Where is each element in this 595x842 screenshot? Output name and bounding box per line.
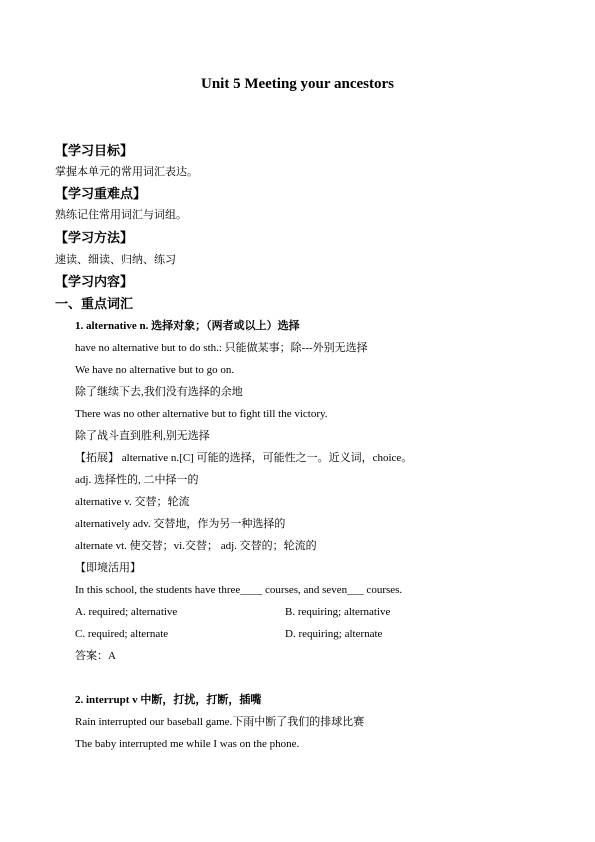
- practice-question: In this school, the students have three____ courses, and seven___ courses.: [75, 584, 403, 596]
- vocab-line: We have no alternative but to go on.: [75, 364, 235, 376]
- section-heading-methods: 【学习方法】: [55, 230, 134, 245]
- vocab-item-interrupt-heading: 2. interrupt v 中断，打扰，打断，插嘴: [75, 694, 262, 706]
- vocab-extension: 【拓展】 alternative n.[C] 可能的选择，可能性之一。近义词，choice。: [75, 452, 413, 464]
- section-heading-content: 【学习内容】: [55, 274, 134, 289]
- vocab-line: There was no other alternative but to fight till the victory.: [75, 408, 328, 420]
- option-b: B. requiring; alternative: [285, 606, 391, 618]
- part-heading-vocabulary: 一、重点词汇: [55, 296, 134, 311]
- vocab-line: Rain interrupted our baseball game.下雨中断了我们的排球比赛: [75, 716, 365, 728]
- vocab-line: The baby interrupted me while I was on the phone.: [75, 738, 300, 750]
- vocab-item-alternative-heading: 1. alternative n. 选择对象；（两者或以上）选择: [75, 320, 300, 332]
- methods-text: 速读、细读、归纳、练习: [55, 254, 176, 266]
- page-title: Unit 5 Meeting your ancestors: [200, 76, 395, 92]
- vocab-line: alternate vt. 使交替；vi.交替； adj. 交替的；轮流的: [75, 540, 317, 552]
- answer-text: 答案：A: [75, 650, 116, 662]
- vocab-line: 除了战斗直到胜利,别无选择: [75, 430, 210, 442]
- key-points-text: 熟练记住常用词汇与词组。: [55, 209, 187, 221]
- vocab-line: 除了继续下去,我们没有选择的余地: [75, 386, 243, 398]
- vocab-line: alternatively adv. 交替地，作为另一种选择的: [75, 518, 286, 530]
- section-heading-key-points: 【学习重难点】: [55, 186, 147, 201]
- vocab-line: adj. 选择性的, 二中择一的: [75, 474, 199, 486]
- option-a: A. required; alternative: [75, 606, 178, 618]
- section-heading-goals: 【学习目标】: [55, 143, 134, 158]
- goals-text: 掌握本单元的常用词汇表达。: [55, 166, 198, 178]
- option-c: C. required; alternate: [75, 628, 169, 640]
- option-d: D. requiring; alternate: [285, 628, 383, 640]
- vocab-line: have no alternative but to do sth.: 只能做某事；除---外别无选择: [75, 342, 368, 354]
- practice-heading: 【即境活用】: [75, 562, 141, 574]
- vocab-line: alternative v. 交替；轮流: [75, 496, 190, 508]
